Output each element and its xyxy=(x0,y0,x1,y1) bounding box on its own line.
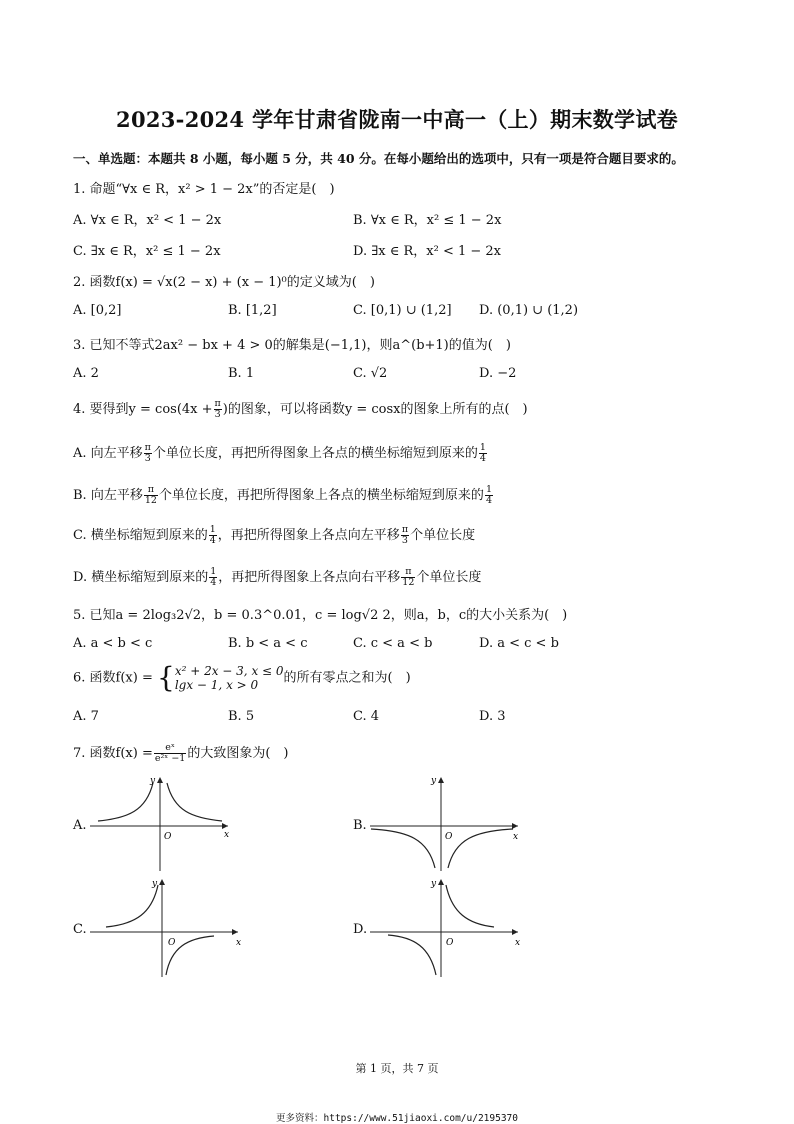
graph-b-label: B. xyxy=(353,818,367,833)
case-1: x² + 2x − 3, x ≤ 0 xyxy=(174,664,284,678)
graph-d-label: D. xyxy=(353,922,368,937)
denominator: 4 xyxy=(479,453,486,464)
denominator: 3 xyxy=(144,453,151,464)
numerator: eˣ xyxy=(154,743,186,754)
question-1-option-b: B. ∀x ∈ R，x² ≤ 1 − 2x xyxy=(353,213,502,228)
curve-right xyxy=(446,885,494,927)
fraction xyxy=(401,525,409,546)
left-brace: { xyxy=(157,661,175,694)
question-5-stem: 5. 已知a = 2log₃2√2，b = 0.3^0.01，c = log√2 2，则a，b，c的大小关系为( ) xyxy=(73,608,568,623)
denominator: e²ˣ −1 xyxy=(154,753,186,764)
question-2-stem: 2. 函数f(x) = √x(2 − x) + (x − 1)⁰的定义域为( ) xyxy=(73,275,375,290)
origin-label: O xyxy=(446,938,454,948)
question-1-option-d: D. ∃x ∈ R，x² < 1 − 2x xyxy=(353,244,502,259)
question-3-option-a: A. 2 xyxy=(73,366,99,381)
denominator: 12 xyxy=(144,495,157,506)
graph-a-label: A. xyxy=(73,818,87,833)
page-footer: 第 1 页，共 7 页 xyxy=(355,1062,439,1075)
question-4-option-c xyxy=(73,524,475,546)
question-1-option-c: C. ∃x ∈ R，x² ≤ 1 − 2x xyxy=(73,244,221,259)
text: 个单位长度 xyxy=(416,570,482,585)
text: 个单位长度，再把所得图象上各点的横坐标缩短到原来的 xyxy=(158,488,484,503)
graph-a xyxy=(88,773,238,873)
numerator: π xyxy=(144,442,151,453)
case-2: lgx − 1, x > 0 xyxy=(174,678,259,692)
text: 个单位长度 xyxy=(410,528,476,543)
y-arrow xyxy=(438,777,444,783)
fraction xyxy=(154,743,186,764)
denominator: 3 xyxy=(401,535,408,546)
denominator: 12 xyxy=(402,577,415,588)
x-arrow xyxy=(232,929,238,935)
question-5-option-c: C. c < a < b xyxy=(353,636,433,651)
question-4-option-a xyxy=(73,442,488,464)
question-2-option-b: B. [1,2] xyxy=(228,303,277,318)
denominator: 3 xyxy=(214,409,221,420)
y-axis-label: y xyxy=(152,879,158,889)
text: ，再把所得图象上各点向右平移 xyxy=(218,570,401,585)
text: A. 向左平移 xyxy=(73,446,143,461)
text: 6. 函数f(x) = xyxy=(73,670,153,686)
graph-d xyxy=(368,875,528,980)
numerator: 1 xyxy=(485,484,492,495)
question-5-option-b: B. b < a < c xyxy=(228,636,308,651)
y-axis-label: y xyxy=(431,879,437,889)
question-4-stem-b: )的图象，可以将函数y = cosx的图象上所有的点( ) xyxy=(222,402,528,417)
numerator: π xyxy=(214,398,221,409)
numerator: π xyxy=(144,485,158,496)
denominator: 4 xyxy=(485,495,492,506)
origin-label: O xyxy=(164,832,172,842)
numerator: 1 xyxy=(479,442,486,453)
fraction xyxy=(401,567,415,588)
question-4-stem xyxy=(73,398,528,420)
x-axis-label: x xyxy=(224,830,230,840)
text: 个单位长度，再把所得图象上各点的横坐标缩短到原来的 xyxy=(152,446,478,461)
question-4-option-b xyxy=(73,484,494,506)
question-6-option-b: B. 5 xyxy=(228,709,255,724)
question-6-option-c: C. 4 xyxy=(353,709,380,724)
y-axis-label: y xyxy=(431,776,437,786)
fraction xyxy=(144,485,158,506)
graph-c xyxy=(88,875,248,980)
x-arrow xyxy=(512,929,518,935)
text: 7. 函数f(x) = xyxy=(73,746,153,761)
curve-right xyxy=(167,783,222,821)
fraction xyxy=(479,443,487,464)
fraction xyxy=(214,399,222,420)
text: 的大致图象为( ) xyxy=(187,746,289,761)
question-5-option-a: A. a < b < c xyxy=(73,636,153,651)
question-2-option-d: D. (0,1) ∪ (1,2) xyxy=(479,303,579,318)
fraction xyxy=(209,567,217,588)
numerator: π xyxy=(401,524,409,535)
numerator: 1 xyxy=(209,524,216,535)
numerator: π xyxy=(401,567,415,578)
text: 的所有零点之和为( ) xyxy=(283,670,411,686)
question-3-option-c: C. √2 xyxy=(353,366,388,381)
x-axis-label: x xyxy=(513,832,519,842)
text: C. 横坐标缩短到原来的 xyxy=(73,528,208,543)
denominator: 4 xyxy=(209,535,216,546)
curve-left xyxy=(98,783,153,821)
text: B. 向左平移 xyxy=(73,488,143,503)
question-3-option-d: D. −2 xyxy=(479,366,517,381)
y-arrow xyxy=(157,777,163,783)
piecewise-cases xyxy=(175,664,284,692)
graph-b xyxy=(368,773,528,873)
fraction xyxy=(485,485,493,506)
question-4-stem-a: 4. 要得到y = cos(4x + xyxy=(73,402,213,417)
fraction xyxy=(144,443,152,464)
x-arrow xyxy=(222,823,228,829)
text: ，再把所得图象上各点向左平移 xyxy=(217,528,400,543)
section-heading: 一、单选题：本题共 8 小题，每小题 5 分，共 40 分。在每小题给出的选项中，只有一项是符合题目要求的。 xyxy=(73,151,684,166)
y-arrow xyxy=(438,879,444,885)
question-2-option-c: C. [0,1) ∪ (1,2] xyxy=(353,303,452,318)
question-4-option-d xyxy=(73,566,481,588)
numerator: 1 xyxy=(210,566,217,577)
denominator: 4 xyxy=(210,577,217,588)
curve-left xyxy=(106,885,158,927)
question-1-stem: 1. 命题“∀x ∈ R，x² > 1 − 2x”的否定是( ) xyxy=(73,182,335,197)
origin-label: O xyxy=(445,832,453,842)
question-2-option-a: A. [0,2] xyxy=(73,303,122,318)
source-link[interactable]: 更多资料：https://www.51jiaoxi.com/u/2195370 xyxy=(276,1113,518,1124)
question-3-stem: 3. 已知不等式2ax² − bx + 4 > 0的解集是(−1,1)，则a^(b+1)的值为( ) xyxy=(73,338,511,353)
fraction xyxy=(209,525,217,546)
curve-right xyxy=(448,829,513,868)
curve-left xyxy=(371,829,435,868)
question-6-option-d: D. 3 xyxy=(479,709,506,724)
y-axis-label: y xyxy=(150,776,156,786)
origin-label: O xyxy=(168,938,176,948)
page-title: 2023-2024 学年甘肃省陇南一中高一（上）期末数学试卷 xyxy=(116,107,678,132)
graph-c-label: C. xyxy=(73,922,87,937)
text: D. 横坐标缩短到原来的 xyxy=(73,570,209,585)
curve-left xyxy=(388,935,436,975)
x-arrow xyxy=(512,823,518,829)
question-7-stem xyxy=(73,742,289,764)
question-1-option-a: A. ∀x ∈ R，x² < 1 − 2x xyxy=(73,213,222,228)
question-5-option-d: D. a < c < b xyxy=(479,636,559,651)
question-3-option-b: B. 1 xyxy=(228,366,255,381)
x-axis-label: x xyxy=(515,938,521,948)
question-6-option-a: A. 7 xyxy=(73,709,99,724)
y-arrow xyxy=(159,879,165,885)
question-6-stem xyxy=(73,661,411,694)
x-axis-label: x xyxy=(236,938,242,948)
